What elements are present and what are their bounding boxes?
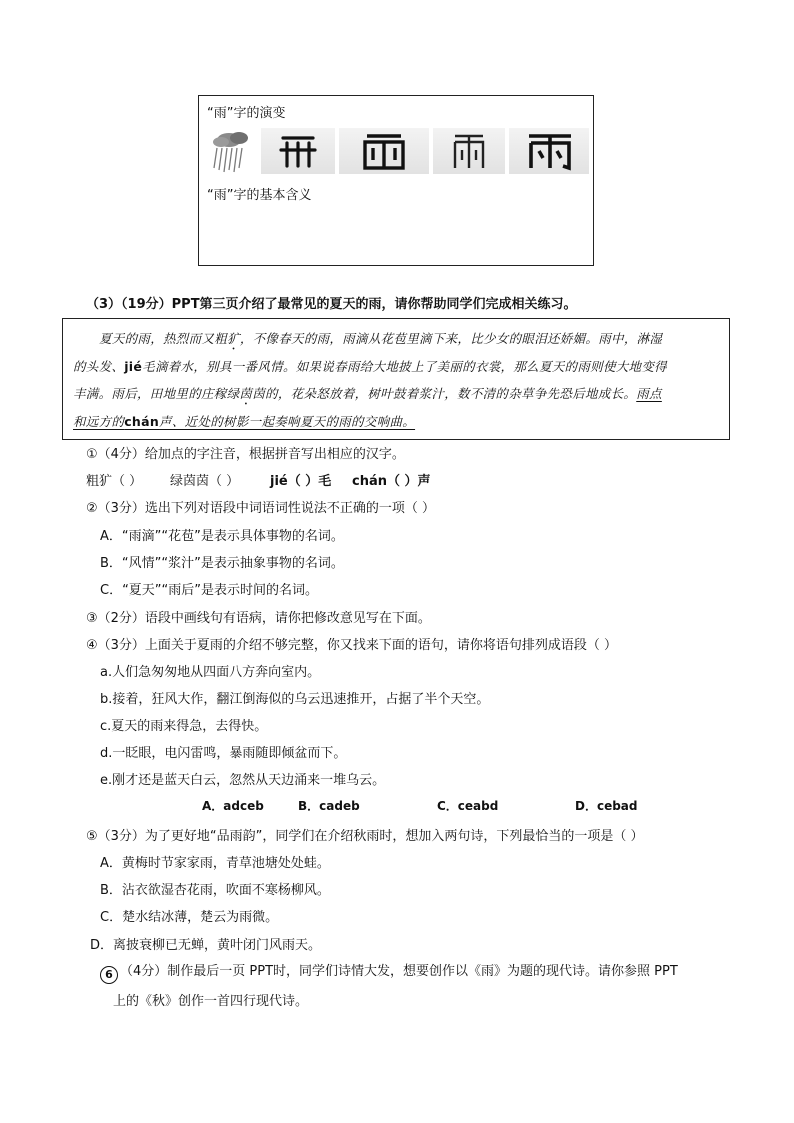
glyph-panel-2: [339, 128, 429, 174]
regular-rain-glyph-icon: [509, 128, 589, 174]
glyph-row: [209, 128, 589, 174]
q3-4-sentence-c: c.夏天的雨来得急，去得快。: [100, 719, 268, 734]
passage-line-1: 夏天的雨，热烈而又粗犷，不像春天的雨，雨滴从花苞里滴下来，比少女的眼泪还娇媚。雨中，淋湿: [99, 331, 663, 346]
pinyin-chan: chán: [124, 414, 160, 429]
q3-4-option-b: B．cadeb: [298, 799, 360, 813]
bronze-rain-glyph-icon: [339, 128, 429, 174]
rain-pictograph-icon: [209, 128, 255, 174]
pinyin-jie: jié: [124, 359, 143, 374]
glyph-panel-1: [261, 128, 335, 174]
q3-4-option-d: D．cebad: [575, 799, 638, 813]
q3-4-sentence-d: d.一眨眼，电闪雷鸣，暴雨随即倾盆而下。: [100, 746, 347, 761]
glyph-panel-3: [433, 128, 505, 174]
q3-6-line-1: 6 （4分）制作最后一页 PPT时，同学们诗情大发，想要创作以《雨》为题的现代诗。请你参照 PPT: [100, 960, 678, 984]
q3-4-option-c: C．ceabd: [437, 799, 499, 813]
q3-2-option-c: C．“夏天”“雨后”是表示时间的名词。: [100, 583, 319, 598]
q3-4-sentence-b: b.接着，狂风大作，翻江倒海似的乌云迅速推开，占据了半个天空。: [100, 692, 490, 707]
evolution-title: “雨”字的演变: [207, 106, 286, 121]
underlined-sentence-start: 雨点: [636, 386, 662, 401]
q3-1-item-3: jié（ ）毛: [270, 474, 332, 489]
q3-4-stem: ④（3分）上面关于夏雨的介绍不够完整，你又找来下面的语句，请你将语句排列成语段（ ）: [86, 638, 618, 653]
q3-2-option-b: B．“风情”“浆汁”是表示抽象事物的名词。: [100, 556, 344, 571]
q3-6-line-2: 上的《秋》创作一首四行现代诗。: [113, 994, 309, 1009]
q3-5-option-b: B．沾衣欲湿杏花雨，吹面不寒杨柳风。: [100, 883, 330, 898]
q3-5-stem: ⑤（3分）为了更好地“品雨韵”，同学们在介绍秋雨时，想加入两句诗，下列最恰当的一项是（ ）: [86, 829, 644, 844]
q3-2-option-a: A．“雨滴”“花苞”是表示具体事物的名词。: [100, 529, 344, 544]
q3-5-option-d: D．离披衰柳已无蝉，黄叶闭门风雨天。: [90, 938, 322, 953]
q3-2-stem: ②（3分）选出下列对语段中词语词性说法不正确的一项（ ）: [86, 501, 436, 516]
q3-5-option-c: C．楚水结冰薄，楚云为雨微。: [100, 910, 279, 925]
circled-number-6: 6: [100, 966, 118, 984]
q3-4-sentence-a: a.人们急匆匆地从四面八方奔向室内。: [100, 665, 321, 680]
q3-1-item-1: 粗犷（ ）: [86, 474, 143, 489]
q3-5-option-a: A．黄梅时节家家雨，青草池塘处处蛙。: [100, 856, 330, 871]
q3-header: （3）（19分）PPT第三页介绍了最常见的夏天的雨，请你帮助同学们完成相关练习。: [86, 297, 577, 312]
seal-rain-glyph-icon: [433, 128, 505, 174]
glyph-panel-4: [509, 128, 589, 174]
passage-line-2: 的头发、jié毛滴着水，别具一番风情。如果说春雨给大地披上了美丽的衣裳，那么夏天的雨则使大地变得: [73, 359, 667, 374]
dotted-char: 茵: [239, 386, 253, 401]
q3-1-stem: ①（4分）给加点的字注音，根据拼音写出相应的汉字。: [86, 447, 405, 462]
oracle-rain-glyph-icon: [261, 128, 335, 174]
passage-line-4-underlined: 和远方的chán声、近处的树影一起奏响夏天的雨的交响曲。: [73, 414, 416, 429]
q3-3-stem: ③（2分）语段中画线句有语病，请你把修改意见写在下面。: [86, 611, 431, 626]
q3-4-option-a: A．adceb: [202, 799, 264, 813]
q3-1-item-4: chán（ ）声: [352, 474, 431, 489]
passage-line-3: 丰满。雨后，田地里的庄稼绿茵茵的，花朵怒放着，树叶鼓着浆汁，数不清的杂草争先恐后地成长。雨点: [73, 386, 662, 401]
q3-4-sentence-e: e.刚才还是蓝天白云，忽然从天边涌来一堆乌云。: [100, 773, 386, 788]
rain-character-evolution-box: [198, 95, 594, 266]
evolution-meaning-label: “雨”字的基本含义: [207, 188, 312, 203]
dotted-char: 犷: [227, 331, 240, 346]
passage-box: [62, 318, 730, 440]
q3-1-item-2: 绿茵茵（ ）: [170, 474, 240, 489]
